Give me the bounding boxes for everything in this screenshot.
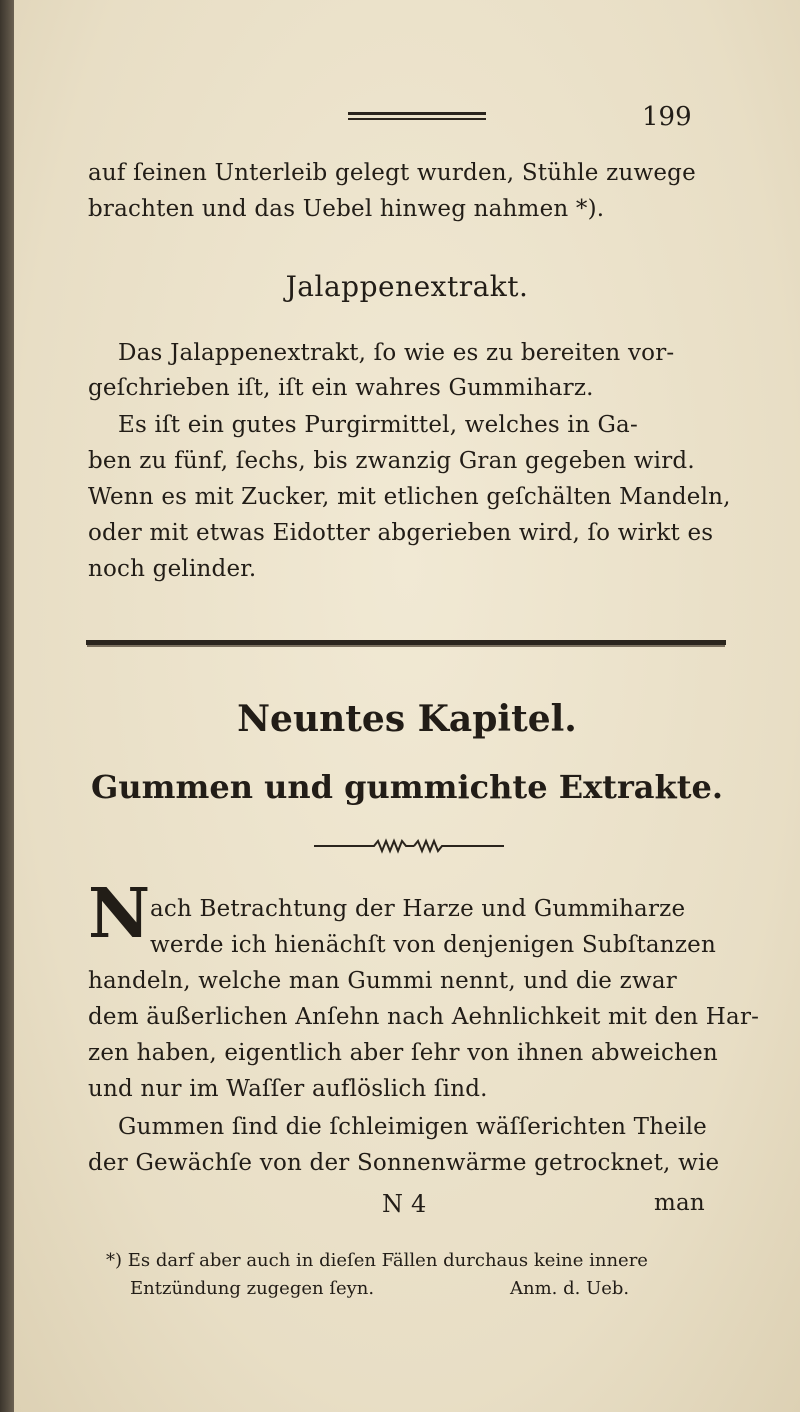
text-line: oder mit etwas Eidotter abgerieben wird, ſo wirkt es bbox=[88, 520, 714, 546]
footnote-line: *) Es darf aber auch in dieſen Fällen durchaus keine innere bbox=[106, 1250, 648, 1271]
chapter-title: Neuntes Kapitel. bbox=[237, 698, 577, 740]
drop-cap: N bbox=[88, 874, 151, 954]
text-line: Gummen ſind die ſchleimigen wäſſerichten Theile bbox=[118, 1114, 707, 1140]
text-line: handeln, welche man Gummi nennt, und die zwar bbox=[88, 968, 677, 994]
footnote-attribution: Anm. d. Ueb. bbox=[510, 1278, 630, 1299]
text-line: Wenn es mit Zucker, mit etlichen geſchälten Mandeln, bbox=[88, 484, 731, 510]
text-line: Das Jalappenextrakt, ſo wie es zu bereiten vor- bbox=[118, 340, 675, 366]
page-gutter-shadow bbox=[0, 0, 14, 1412]
text-line: auf ſeinen Unterleib gelegt wurden, Stühle zuwege bbox=[88, 160, 696, 186]
text-line: ben zu fünf, ſechs, bis zwanzig Gran gegeben wird. bbox=[88, 448, 695, 474]
text-line: und nur im Waſſer auflöslich ſind. bbox=[88, 1076, 488, 1102]
text-line: werde ich hienächſt von denjenigen Subſtanzen bbox=[150, 932, 716, 958]
footnote-line: Entzündung zugegen ſeyn. bbox=[130, 1278, 375, 1299]
text-line: ach Betrachtung der Harze und Gummiharze bbox=[150, 896, 686, 922]
chapter-divider-rule bbox=[86, 640, 726, 645]
signature-mark: N 4 bbox=[382, 1190, 427, 1218]
header-rule bbox=[348, 112, 486, 120]
ornament-divider bbox=[314, 838, 504, 854]
section-heading: Jalappenextrakt. bbox=[285, 270, 529, 303]
catchword: man bbox=[654, 1190, 705, 1216]
chapter-subtitle: Gummen und gummichte Extrakte. bbox=[91, 768, 723, 806]
text-line: der Gewächſe von der Sonnenwärme getrocknet, wie bbox=[88, 1150, 720, 1176]
text-line: Es iſt ein gutes Purgirmittel, welches in Ga- bbox=[118, 412, 638, 438]
text-line: geſchrieben iſt, iſt ein wahres Gummiharz. bbox=[88, 375, 594, 401]
page-number: 199 bbox=[642, 102, 692, 132]
book-page bbox=[14, 0, 800, 1412]
text-line: zen haben, eigentlich aber ſehr von ihnen abweichen bbox=[88, 1040, 718, 1066]
text-line: noch gelinder. bbox=[88, 556, 257, 582]
text-line: dem äußerlichen Anſehn nach Aehnlichkeit mit den Har- bbox=[88, 1004, 760, 1030]
text-line: brachten und das Uebel hinweg nahmen *). bbox=[88, 196, 605, 222]
